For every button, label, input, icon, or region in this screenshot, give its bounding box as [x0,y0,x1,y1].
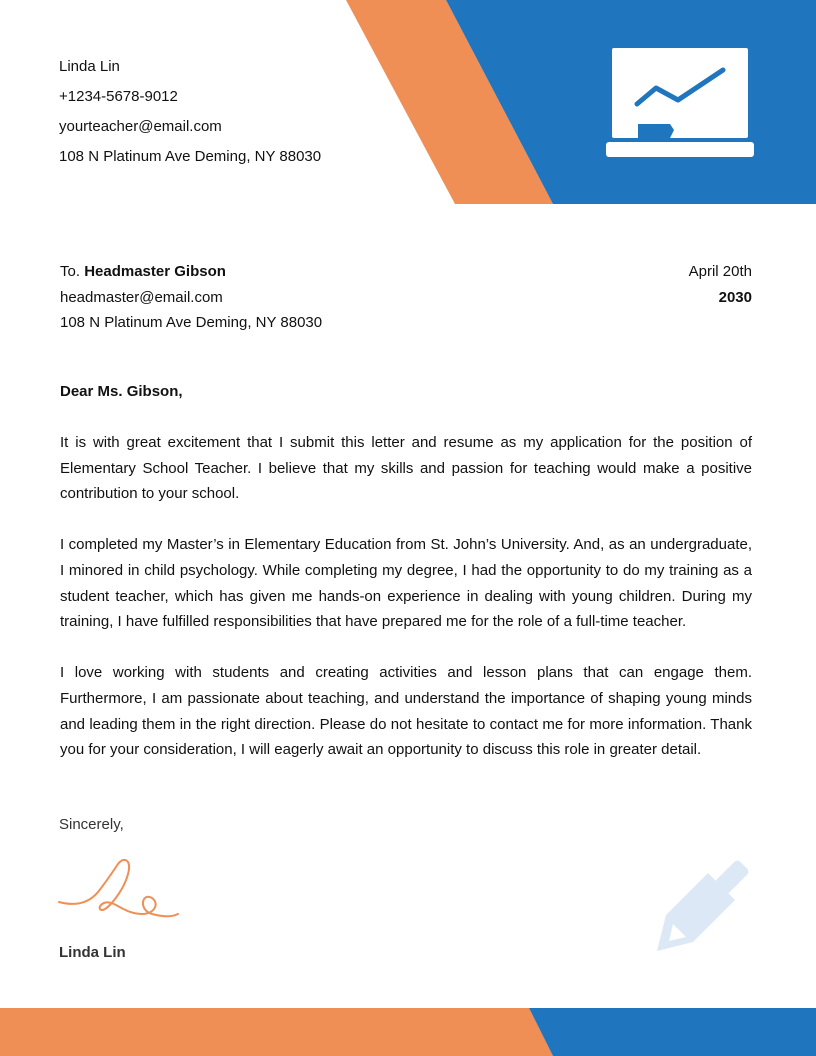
footer-decoration [0,1008,816,1056]
recipient-info [60,259,322,336]
sender-phone: +1234-5678-9012 [59,88,178,105]
closing: Sincerely, [59,816,124,833]
sender-name: Linda Lin [59,58,120,75]
recipient-prefix: To. [60,263,85,280]
date-year: 2030 [718,288,752,306]
sender-address: 108 N Platinum Ave Deming, NY 88030 [59,148,322,165]
footer-orange-band [0,1008,553,1056]
body-paragraph: It is with great excitement that I submit this letter and resume as my application for the position of Elementary School Teacher. I believe that my skills and passion for teaching would make a positive contribution to your school. [60,434,752,503]
date-day: April 20th [688,263,752,280]
recipient-line [60,259,322,285]
body-paragraph: I completed my Master’s in Elementary Education from St. John’s University. And, as an undergraduate, I minored in child psychology. While completing my degree, I had the opportunity to do my training as a student teacher, which has given me hands-on experience in dealing with young children. During my training, I have fulfilled responsibilities that have prepared me for the role of a full-time teacher. [60,536,752,631]
letter-date [689,259,752,310]
recipient-email: headmaster@email.com [60,288,223,306]
footer-blue-band [529,1008,816,1056]
signer-name: Linda Lin [59,944,126,961]
body-paragraph: I love working with students and creating activities and lesson plans that can engage them. Furthermore, I am passionate about teaching, and understand the importance of shaping young minds and leading them in the right direction. Please do not hesitate to contact me for more information. Thank you for your consideration, I will eagerly await an opportunity to discuss this role in greater detail. [60,664,752,759]
recipient-address: 108 N Platinum Ave Deming, NY 88030 [60,314,323,331]
signature-drawing [56,852,184,924]
pencil-icon [652,852,756,956]
salutation: Dear Ms. Gibson, [60,383,183,400]
letter-body [60,430,752,788]
recipient-name: Headmaster Gibson [84,263,226,280]
sender-info [59,52,321,172]
sender-email: yourteacher@email.com [59,118,222,135]
whiteboard-chart-icon [604,46,756,158]
